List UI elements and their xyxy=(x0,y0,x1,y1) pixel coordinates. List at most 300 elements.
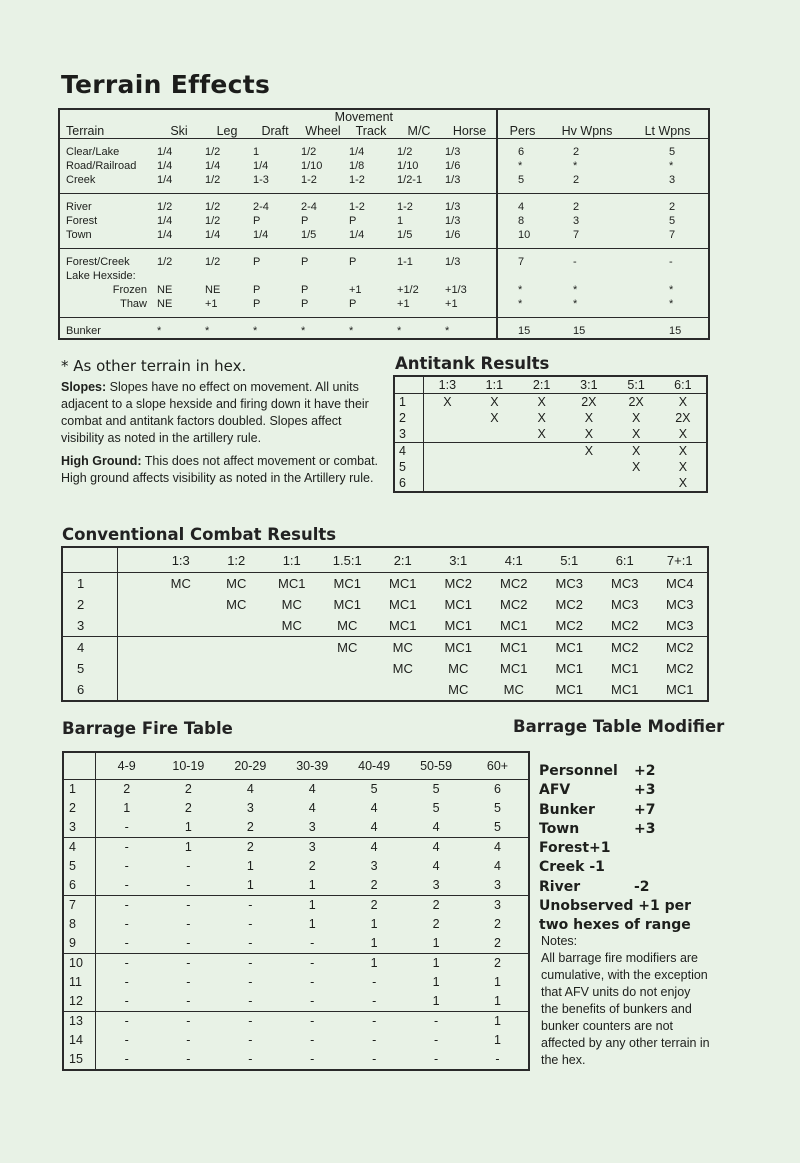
terrain-value: 1/2 xyxy=(205,146,221,158)
terrain-value: P xyxy=(253,284,261,296)
result-cell: 1 xyxy=(494,1033,501,1047)
result-cell: 5 xyxy=(432,782,440,796)
terrain-value: * xyxy=(573,284,578,296)
terrain-name: Town xyxy=(66,229,92,241)
result-cell: - xyxy=(186,917,191,931)
combat-row xyxy=(62,573,708,595)
header-blank xyxy=(251,109,299,124)
result-cell: 2 xyxy=(494,936,501,950)
notes-label: Notes: xyxy=(541,934,578,948)
header-blank xyxy=(59,109,155,124)
column-header: 2:1 xyxy=(375,547,431,573)
row-label: 3 xyxy=(62,615,118,637)
terrain-value: +1 xyxy=(349,284,362,296)
column-header: 7+:1 xyxy=(653,547,709,573)
terrain-value: * xyxy=(301,325,306,337)
row-label: 9 xyxy=(63,934,96,954)
terrain-value: +1 xyxy=(445,298,458,310)
result-cell: X xyxy=(537,427,546,441)
result-cell: - xyxy=(157,954,219,974)
terrain-row xyxy=(59,214,709,228)
combat-row xyxy=(62,637,708,659)
terrain-value: 4 xyxy=(497,200,547,214)
result-cell: - xyxy=(248,994,253,1008)
row-label: 2 xyxy=(63,799,96,818)
result-cell: X xyxy=(631,460,641,474)
result-cell: MC xyxy=(281,618,302,633)
result-cell: - xyxy=(186,994,191,1008)
result-cell: - xyxy=(372,975,377,989)
result-cell xyxy=(565,459,612,475)
result-cell: MC xyxy=(392,661,413,676)
result-cell: 4 xyxy=(246,782,254,796)
terrain-value xyxy=(547,269,627,283)
row-label: 3 xyxy=(63,818,96,838)
result-cell: - xyxy=(124,975,129,989)
terrain-value xyxy=(155,269,203,283)
terrain-value: 3 xyxy=(669,174,676,186)
result-cell: 4 xyxy=(432,859,440,873)
terrain-value: 1/2-1 xyxy=(397,174,423,186)
column-header: 1:1 xyxy=(264,547,320,573)
result-cell: MC1 xyxy=(333,576,361,591)
result-cell xyxy=(209,658,265,679)
result-cell: 3 xyxy=(494,878,501,892)
result-cell: 4 xyxy=(405,838,467,858)
result-cell: - xyxy=(186,878,191,892)
terrain-value: 1/4 xyxy=(205,229,221,241)
corner-cell xyxy=(63,752,96,780)
terrain-value: 5 xyxy=(669,146,676,158)
result-cell: MC2 xyxy=(611,618,639,633)
terrain-value: 10 xyxy=(497,228,547,242)
result-cell: MC2 xyxy=(500,576,528,591)
result-cell: MC3 xyxy=(611,597,639,612)
terrain-value: P xyxy=(349,215,357,227)
terrain-value: 1 xyxy=(397,215,404,227)
terrain-value: 1-3 xyxy=(253,174,269,186)
modifier-label: two hexes of range xyxy=(539,917,691,934)
column-header: Draft xyxy=(261,124,289,138)
antitank-title: Antitank Results xyxy=(395,354,550,373)
result-cell: - xyxy=(124,917,129,931)
barrage-row xyxy=(63,818,529,838)
terrain-name: Bunker xyxy=(66,325,101,337)
terrain-value: 1/4 xyxy=(349,146,365,158)
blank-cell xyxy=(118,594,154,615)
modifier-item xyxy=(539,801,709,820)
terrain-value: * xyxy=(497,283,547,297)
result-cell: - xyxy=(124,820,129,834)
result-cell: MC xyxy=(448,682,469,697)
terrain-value: 15 xyxy=(669,325,682,337)
modifier-label: AFV xyxy=(539,782,571,799)
result-cell xyxy=(518,459,565,475)
result-cell: - xyxy=(248,975,253,989)
result-cell xyxy=(375,679,431,701)
result-cell: - xyxy=(248,1052,253,1066)
result-cell: MC1 xyxy=(444,597,472,612)
terrain-value: 1 xyxy=(253,146,260,158)
terrain-value: +1 xyxy=(397,298,410,310)
result-cell: - xyxy=(310,936,315,950)
result-cell: 2X xyxy=(628,395,644,409)
terrain-value: 1/4 xyxy=(205,160,221,172)
blank-cell xyxy=(118,658,154,679)
terrain-value: 1/4 xyxy=(349,229,365,241)
result-cell: 1 xyxy=(370,936,378,950)
terrain-value: * xyxy=(669,160,674,172)
row-label: 1 xyxy=(63,780,96,800)
terrain-value: 1/6 xyxy=(445,160,461,172)
antitank-header xyxy=(394,376,707,394)
slopes-text: Slopes have no effect on movement. All units adjacent to a slope hexside and firing down it have their combat and antitank factors doubled. Slopes affect visibility as noted in the artillery rule. xyxy=(61,380,369,445)
terrain-row xyxy=(59,283,709,297)
result-cell: 3 xyxy=(467,896,529,916)
result-cell: 1 xyxy=(494,994,501,1008)
result-cell: 2 xyxy=(123,782,131,796)
terrain-value: * xyxy=(253,325,258,337)
terrain-value: 1/4 xyxy=(157,160,173,172)
result-cell: 1 xyxy=(246,859,254,873)
terrain-value xyxy=(497,269,547,283)
high-ground-text: This does not affect movement or combat. High ground affects visibility as noted in the Artillery rule. xyxy=(61,454,379,485)
combat-row xyxy=(62,679,708,701)
column-header: 60+ xyxy=(467,752,529,780)
result-cell: X xyxy=(537,411,546,425)
row-label: 2 xyxy=(394,410,424,426)
result-cell: 2 xyxy=(432,917,440,931)
result-cell: MC1 xyxy=(333,597,361,612)
result-cell: X xyxy=(678,395,688,409)
column-header: 1:3 xyxy=(424,376,471,394)
column-header: 20-29 xyxy=(219,752,281,780)
result-cell xyxy=(471,459,518,475)
row-label: 3 xyxy=(394,426,424,443)
result-cell: 2 xyxy=(405,896,467,916)
barrage-row xyxy=(63,1012,529,1032)
terrain-name: Lake Hexside: xyxy=(66,270,136,282)
result-cell: MC1 xyxy=(666,682,694,697)
terrain-value: P xyxy=(301,284,309,296)
page-title: Terrain Effects xyxy=(61,70,271,99)
result-cell: MC2 xyxy=(500,597,528,612)
modifier-value: +3 xyxy=(634,782,656,799)
terrain-value: 2 xyxy=(573,174,580,186)
result-cell: - xyxy=(219,896,281,916)
modifier-list xyxy=(539,762,709,936)
result-cell: - xyxy=(186,936,191,950)
result-cell: 1 xyxy=(370,917,378,931)
result-cell: - xyxy=(96,1012,158,1032)
result-cell: - xyxy=(248,936,253,950)
column-header: 1:1 xyxy=(471,376,518,394)
row-label: 4 xyxy=(394,443,424,460)
column-header: 1:2 xyxy=(209,547,265,573)
result-cell: X xyxy=(660,443,707,460)
antitank-row xyxy=(394,394,707,411)
result-cell: 4 xyxy=(494,859,501,873)
terrain-value: 7 xyxy=(573,229,580,241)
result-cell: - xyxy=(310,994,315,1008)
result-cell xyxy=(424,475,471,492)
terrain-value: 1/4 xyxy=(253,229,269,241)
result-cell: - xyxy=(495,1052,500,1066)
result-cell: X xyxy=(490,411,499,425)
result-cell xyxy=(613,475,660,492)
column-header: 10-19 xyxy=(157,752,219,780)
terrain-value: P xyxy=(301,256,309,268)
terrain-value: 15 xyxy=(497,324,547,339)
column-header: Hv Wpns xyxy=(561,124,613,138)
result-cell: MC2 xyxy=(653,637,709,659)
terrain-value: * xyxy=(205,325,210,337)
result-cell: MC3 xyxy=(555,576,583,591)
row-label: 12 xyxy=(63,992,96,1012)
result-cell: - xyxy=(372,1052,377,1066)
terrain-value: P xyxy=(301,215,309,227)
terrain-value: 1-2 xyxy=(397,201,413,213)
result-cell: 2 xyxy=(308,859,316,873)
result-cell xyxy=(471,475,518,492)
column-header: Track xyxy=(355,124,387,138)
result-cell xyxy=(264,658,320,679)
terrain-value: 1/4 xyxy=(157,229,173,241)
result-cell: X xyxy=(443,395,452,409)
result-cell: 1 xyxy=(281,896,343,916)
corner-cell xyxy=(394,376,424,394)
result-cell: - xyxy=(219,954,281,974)
terrain-row xyxy=(59,200,709,214)
column-header: 4:1 xyxy=(486,547,542,573)
combat-row xyxy=(62,594,708,615)
result-cell: - xyxy=(157,896,219,916)
result-cell: MC1 xyxy=(555,661,583,676)
terrain-row xyxy=(59,297,709,311)
terrain-value: NE xyxy=(157,284,173,296)
header-blank xyxy=(627,109,709,124)
terrain-value: 3 xyxy=(573,215,580,227)
modifier-item xyxy=(539,858,709,877)
modifier-value: +3 xyxy=(634,820,656,837)
result-cell: MC1 xyxy=(389,597,417,612)
terrain-value xyxy=(395,269,443,283)
result-cell: - xyxy=(124,878,129,892)
terrain-value: 2-4 xyxy=(253,201,269,213)
barrage-row xyxy=(63,973,529,992)
terrain-row xyxy=(59,228,709,242)
result-cell: MC xyxy=(226,597,247,612)
terrain-value: * xyxy=(397,325,402,337)
column-header: 6:1 xyxy=(660,376,707,394)
terrain-row xyxy=(59,173,709,187)
result-cell xyxy=(424,410,471,426)
column-header: 1:3 xyxy=(153,547,209,573)
result-cell xyxy=(153,615,209,637)
terrain-name: River xyxy=(66,201,92,213)
column-header: Wheel xyxy=(305,124,341,138)
header-blank xyxy=(203,109,251,124)
terrain-value: * xyxy=(157,325,162,337)
result-cell: - xyxy=(186,859,191,873)
terrain-value: 1/3 xyxy=(445,215,461,227)
blank-cell xyxy=(118,573,154,595)
terrain-value: * xyxy=(669,298,674,310)
result-cell: MC2 xyxy=(555,618,583,633)
modifier-label: Forest+1 xyxy=(539,840,611,857)
result-cell: X xyxy=(490,395,499,409)
terrain-row xyxy=(59,324,709,339)
antitank-results-table xyxy=(393,375,708,493)
terrain-value: NE xyxy=(205,284,221,296)
result-cell xyxy=(209,679,265,701)
terrain-value: 5 xyxy=(497,173,547,187)
modifier-value: +2 xyxy=(634,763,656,779)
result-cell: 2 xyxy=(370,878,378,892)
barrage-header xyxy=(63,752,529,780)
result-cell: 4 xyxy=(370,820,378,834)
antitank-row xyxy=(394,443,707,460)
terrain-value: 7 xyxy=(497,255,547,269)
result-cell: 1 xyxy=(246,878,254,892)
result-cell xyxy=(209,615,265,637)
terrain-value: 1/5 xyxy=(397,229,413,241)
result-cell: 1 xyxy=(494,975,501,989)
terrain-name: Forest xyxy=(66,215,98,227)
blank-cell xyxy=(118,679,154,701)
result-cell: MC2 xyxy=(597,637,653,659)
column-header: Lt Wpns xyxy=(644,124,691,138)
terrain-value: 2 xyxy=(573,201,580,213)
result-cell: - xyxy=(186,1052,191,1066)
result-cell: 5 xyxy=(370,782,378,796)
terrain-value: +1 xyxy=(205,298,218,310)
column-header: 4-9 xyxy=(96,752,158,780)
result-cell: MC1 xyxy=(500,661,528,676)
result-cell: 1 xyxy=(405,954,467,974)
modifier-label: Town xyxy=(539,820,580,837)
result-cell: - xyxy=(372,1033,377,1047)
terrain-value: P xyxy=(349,256,357,268)
column-header: 5:1 xyxy=(613,376,660,394)
result-cell: X xyxy=(584,427,594,441)
result-cell: - xyxy=(372,994,377,1008)
result-cell: MC1 xyxy=(542,637,598,659)
result-cell: 5 xyxy=(494,820,501,834)
barrage-title: Barrage Fire Table xyxy=(62,719,233,738)
terrain-row xyxy=(59,159,709,173)
barrage-row xyxy=(63,780,529,800)
terrain-value: 2 xyxy=(669,201,676,213)
terrain-value: 15 xyxy=(573,325,586,337)
result-cell: MC1 xyxy=(555,682,583,697)
result-cell xyxy=(264,679,320,701)
terrain-header-top xyxy=(59,109,709,124)
result-cell: - xyxy=(433,1052,439,1066)
blank-cell xyxy=(118,637,154,659)
terrain-value: * xyxy=(497,159,547,173)
result-cell: - xyxy=(310,975,315,989)
modifier-value: -2 xyxy=(634,878,650,895)
modifier-item xyxy=(539,781,709,800)
barrage-row xyxy=(63,934,529,954)
result-cell: - xyxy=(96,896,158,916)
terrain-value: 1/4 xyxy=(253,160,269,172)
terrain-name: Road/Railroad xyxy=(66,160,137,172)
result-cell: - xyxy=(281,954,343,974)
barrage-row xyxy=(63,954,529,974)
result-cell: 2 xyxy=(343,896,405,916)
result-cell: MC3 xyxy=(666,618,694,633)
result-cell: X xyxy=(678,476,688,490)
combat-header xyxy=(62,547,708,573)
result-cell: MC1 xyxy=(486,637,542,659)
result-cell: MC2 xyxy=(444,576,472,591)
blank-cell xyxy=(118,615,154,637)
result-cell xyxy=(209,637,265,659)
result-cell: - xyxy=(124,1052,129,1066)
result-cell: X xyxy=(613,443,660,460)
result-cell: - xyxy=(186,975,191,989)
terrain-value xyxy=(203,269,251,283)
result-cell xyxy=(471,426,518,443)
modifier-item xyxy=(539,762,709,781)
terrain-name: Creek xyxy=(66,174,96,186)
terrain-value: 1/2 xyxy=(157,201,173,213)
combat-row xyxy=(62,615,708,637)
terrain-value: 6 xyxy=(497,145,547,159)
modifier-notes xyxy=(541,933,711,1069)
asterisk-note: * As other terrain in hex. xyxy=(61,357,247,375)
barrage-row xyxy=(63,1031,529,1050)
result-cell xyxy=(264,637,320,659)
result-cell: 4 xyxy=(467,838,529,858)
modifier-item xyxy=(539,839,709,858)
terrain-value: * xyxy=(497,297,547,311)
result-cell xyxy=(424,426,471,443)
result-cell: 1 xyxy=(184,820,192,834)
result-cell: MC xyxy=(448,661,469,676)
terrain-value: 1-1 xyxy=(397,256,413,268)
result-cell: MC xyxy=(375,637,431,659)
result-cell: 2 xyxy=(219,838,281,858)
modifier-label: River xyxy=(539,878,581,895)
result-cell: MC4 xyxy=(666,576,694,591)
terrain-value: - xyxy=(669,256,673,268)
result-cell: MC2 xyxy=(555,597,583,612)
row-label: 14 xyxy=(63,1031,96,1050)
barrage-row xyxy=(63,838,529,858)
modifier-item xyxy=(539,878,709,897)
terrain-value: +1/3 xyxy=(445,284,467,296)
slopes-note xyxy=(61,379,381,447)
result-cell: 4 xyxy=(370,801,378,815)
result-cell: 4 xyxy=(432,820,440,834)
terrain-value: 8 xyxy=(497,214,547,228)
column-header: 30-39 xyxy=(281,752,343,780)
result-cell: 3 xyxy=(308,820,316,834)
result-cell xyxy=(424,459,471,475)
terrain-value: 1-2 xyxy=(301,174,317,186)
modifier-label: Bunker xyxy=(539,801,595,818)
result-cell: 4 xyxy=(343,838,405,858)
result-cell: MC1 xyxy=(444,618,472,633)
row-label: 5 xyxy=(63,857,96,876)
terrain-value: 5 xyxy=(669,215,676,227)
combat-row xyxy=(62,658,708,679)
terrain-value: 2-4 xyxy=(301,201,317,213)
result-cell: 2 xyxy=(494,917,501,931)
